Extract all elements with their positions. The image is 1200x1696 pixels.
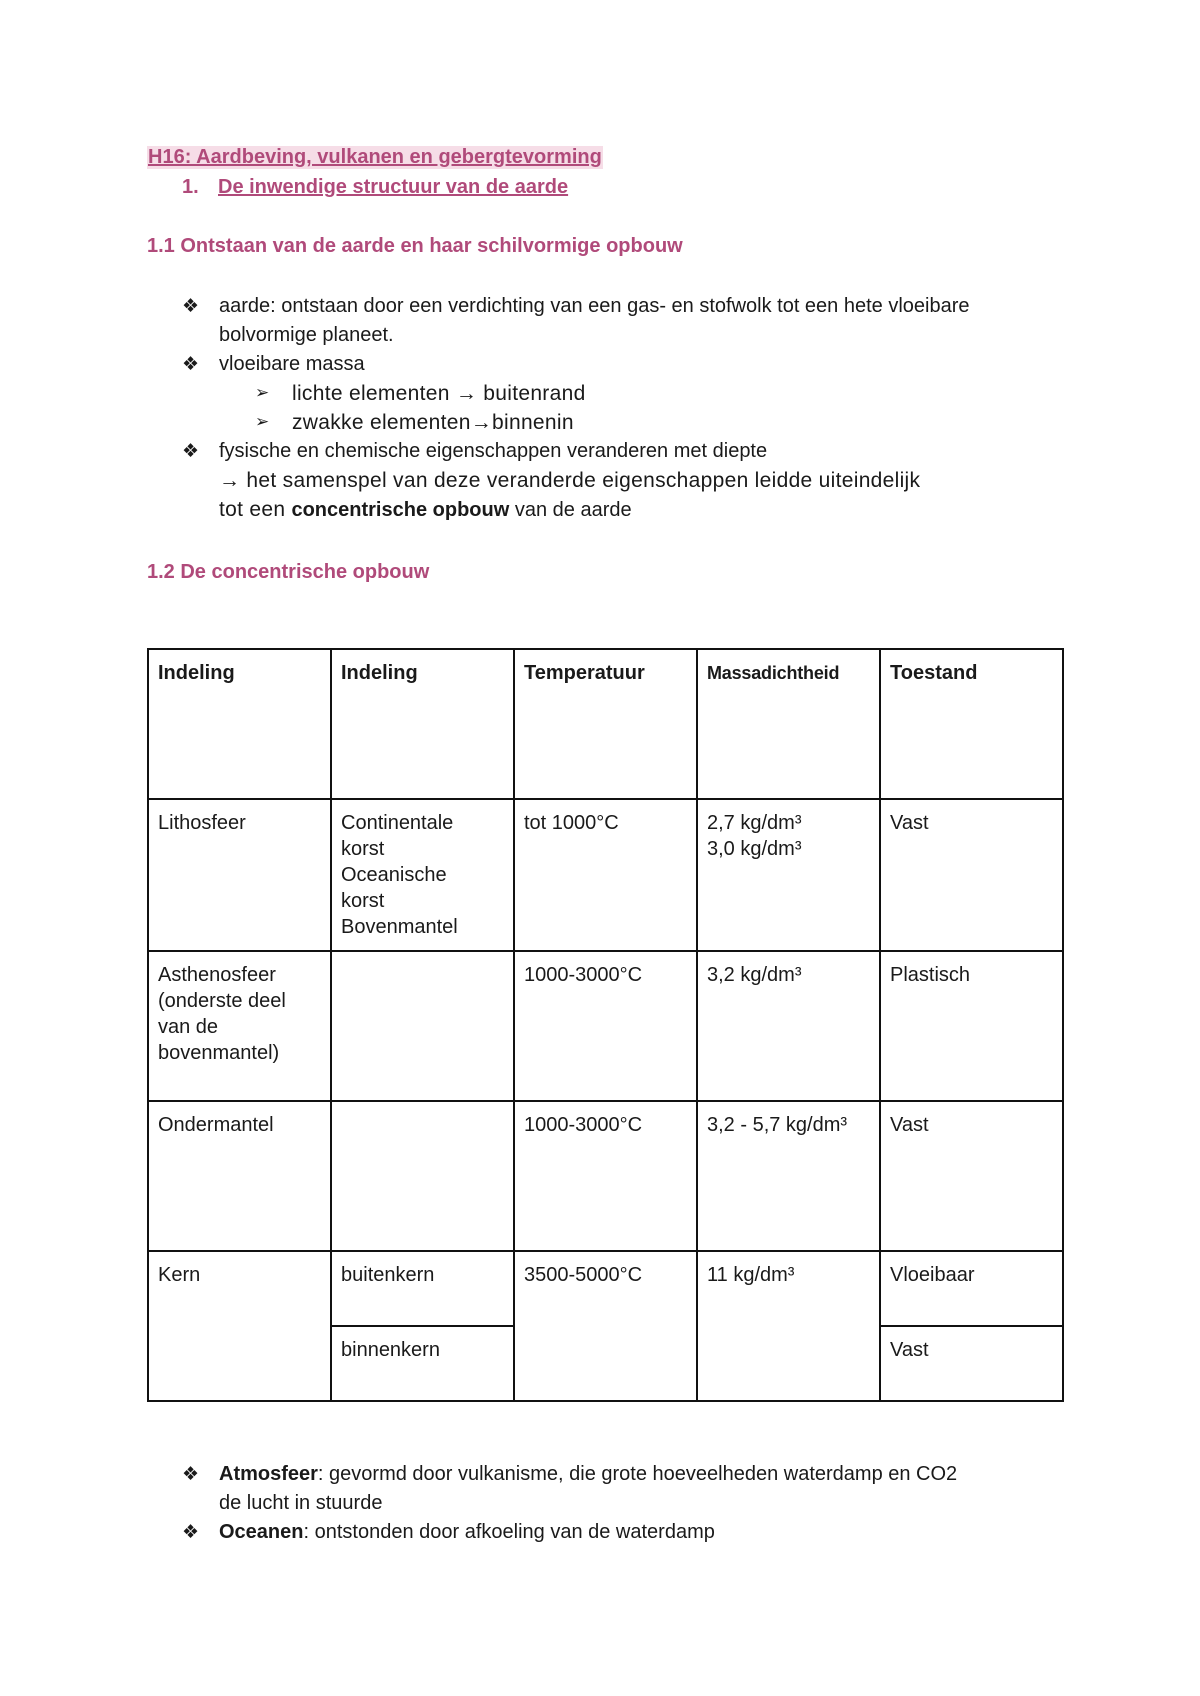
earth-structure-table — [147, 648, 1064, 1402]
subtitle-text: De inwendige structuur van de aarde — [218, 176, 569, 198]
table-cell: Lithosfeer — [148, 799, 331, 951]
cell-line: 2,7 kg/dm³ — [707, 812, 802, 834]
table-header-cell: Indeling — [148, 649, 331, 799]
section-heading-1-1: 1.1 Ontstaan van de aarde en haar schilvormige opbouw — [147, 235, 683, 257]
table-cell: Vast — [880, 799, 1063, 951]
diamond-bullet-icon: ❖ — [182, 440, 200, 462]
table-cell: Plastisch — [880, 951, 1063, 1101]
cell-line: Asthenosfeer — [158, 964, 276, 986]
bullet-text: fysische en chemische eigenschappen veranderen met diepte — [219, 440, 768, 462]
diamond-bullet-icon: ❖ — [182, 295, 200, 317]
table-cell — [148, 951, 331, 1101]
table-cell: 3,2 - 5,7 kg/dm³ — [697, 1101, 880, 1251]
bold-term: Atmosfeer — [219, 1463, 318, 1485]
bullet-text-part: : ontstonden door afkoeling van de waterdamp — [303, 1521, 715, 1543]
table-cell: 11 kg/dm³ — [697, 1251, 880, 1401]
cell-line: Oceanische — [341, 864, 447, 886]
cell-line: korst — [341, 838, 385, 860]
table-row — [148, 1251, 1063, 1326]
bullet-text: aarde: ontstaan door een verdichting van een gas- en stofwolk tot een hete vloeibare — [219, 295, 970, 317]
cell-line: 3,0 kg/dm³ — [707, 838, 802, 860]
table-cell: Vast — [880, 1326, 1063, 1401]
table-cell — [331, 799, 514, 951]
table-cell — [331, 1101, 514, 1251]
bold-term: Oceanen — [219, 1521, 304, 1543]
cell-line: Bovenmantel — [341, 916, 458, 938]
sub-bullet-item — [182, 408, 1082, 437]
bullet-text: vloeibare massa — [219, 353, 365, 375]
cell-line: bovenmantel) — [158, 1042, 280, 1064]
table-header-row — [148, 649, 1063, 799]
diamond-bullet-icon: ❖ — [182, 1521, 200, 1543]
table-header-cell: Toestand — [880, 649, 1063, 799]
bullet-text: bolvormige planeet. — [219, 324, 394, 346]
bullet-text — [219, 1460, 1082, 1489]
sub-bullet-item — [182, 379, 1082, 408]
table-cell: Kern — [148, 1251, 331, 1401]
table-header-cell: Massadichtheid — [697, 649, 880, 799]
bullet-text — [219, 1518, 1082, 1547]
table-cell: 1000-3000°C — [514, 951, 697, 1101]
bullet-item — [182, 1518, 1082, 1547]
cell-line: (onderste deel — [158, 990, 286, 1012]
cell-line: Continentale — [341, 812, 454, 834]
diamond-bullet-icon: ❖ — [182, 353, 200, 375]
table-cell: Vloeibaar — [880, 1251, 1063, 1326]
table-header-cell: Indeling — [331, 649, 514, 799]
table-cell: 3500-5000°C — [514, 1251, 697, 1401]
arrowhead-bullet-icon: ➢ — [255, 412, 270, 432]
table-cell — [331, 951, 514, 1101]
arrowhead-bullet-icon: ➢ — [255, 383, 270, 403]
table-row — [148, 799, 1063, 951]
bold-term: concentrische opbouw — [291, 499, 510, 521]
bullet-item — [182, 292, 1082, 350]
table-cell: Vast — [880, 1101, 1063, 1251]
table-row — [148, 1101, 1063, 1251]
bullet-text-part: van de aarde — [509, 499, 632, 521]
cell-line: van de — [158, 1016, 219, 1038]
table-cell: Ondermantel — [148, 1101, 331, 1251]
bullet-item — [182, 350, 1082, 379]
document-title: H16: Aardbeving, vulkanen en gebergtevorming — [148, 146, 602, 168]
bullet-text: de lucht in stuurde — [219, 1492, 383, 1514]
table-row — [148, 951, 1063, 1101]
table-cell: 1000-3000°C — [514, 1101, 697, 1251]
bullet-item — [182, 1460, 1082, 1518]
table-cell: buitenkern — [331, 1251, 514, 1326]
diamond-bullet-icon: ❖ — [182, 1463, 200, 1485]
subtitle-number: 1. — [182, 176, 199, 198]
sub-bullet-text: lichte elementen → buitenrand — [292, 382, 586, 405]
bullet-text-part: tot een — [219, 498, 292, 521]
bottom-bullet-list — [182, 1460, 1082, 1547]
sub-bullet-text: zwakke elementen→binnenin — [292, 411, 574, 434]
chapter-subtitle — [182, 176, 568, 199]
bullet-text-part: : gevormd door vulkanisme, die grote hoeveelheden waterdamp en CO2 — [317, 1463, 958, 1485]
section-heading-1-2: 1.2 De concentrische opbouw — [147, 561, 430, 583]
table-header-cell: Temperatuur — [514, 649, 697, 799]
table-cell: binnenkern — [331, 1326, 514, 1401]
bullet-text — [219, 495, 1082, 525]
table-cell: tot 1000°C — [514, 799, 697, 951]
section1-bullet-list — [182, 292, 1082, 525]
cell-line: korst — [341, 890, 385, 912]
table-cell: 3,2 kg/dm³ — [697, 951, 880, 1101]
bullet-text: → het samenspel van deze veranderde eigenschappen leidde uiteindelijk — [219, 469, 921, 492]
table-cell — [697, 799, 880, 951]
bullet-item — [182, 437, 1082, 525]
